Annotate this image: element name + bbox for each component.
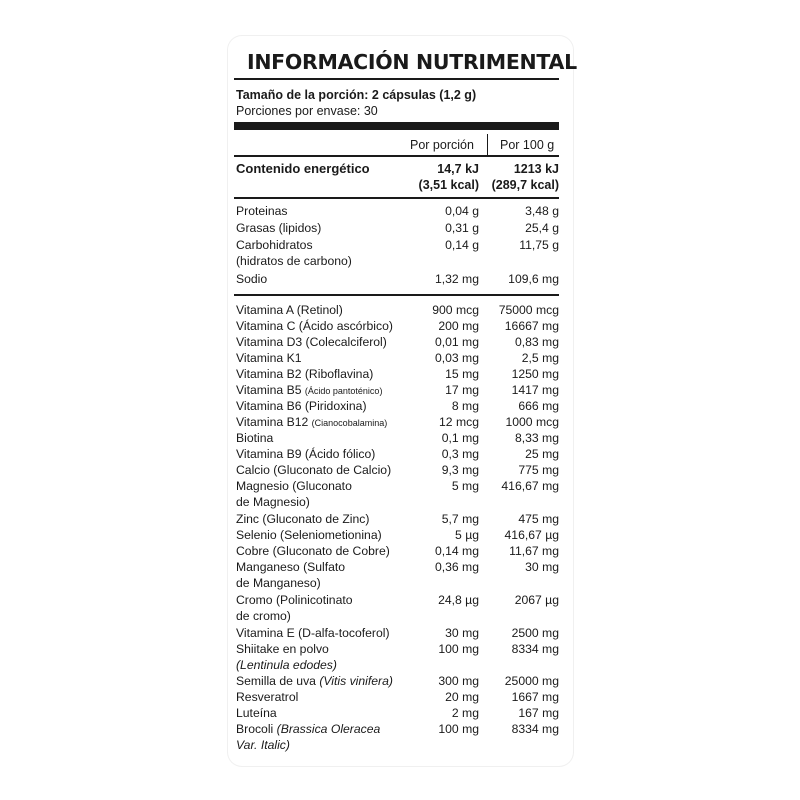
col-per-100g: Por 100 g xyxy=(500,138,555,152)
value-per-serving: 30 mg xyxy=(445,626,479,640)
value-per-serving: 0,03 mg xyxy=(434,351,479,365)
title-rule xyxy=(234,78,559,80)
nutrient-name: Vitamina B9 (Ácido fólico) xyxy=(236,447,376,461)
nutrient-row xyxy=(236,689,559,705)
servings-per-container: Porciones por envase: 30 xyxy=(236,104,378,118)
nutrient-row xyxy=(236,271,559,287)
nutrient-row xyxy=(236,559,559,590)
value-per-100g: 167 mg xyxy=(518,706,559,720)
nutrient-row xyxy=(236,705,559,721)
value-per-serving: 100 mg xyxy=(438,722,479,736)
value-per-100g: 775 mg xyxy=(518,463,559,477)
nutrient-name: Semilla de uva (Vitis vinifera) xyxy=(236,674,393,688)
nutrient-name: Manganeso (Sulfato xyxy=(236,560,346,574)
nutrient-name: Calcio (Gluconato de Calcio) xyxy=(236,463,392,477)
nutrient-row xyxy=(236,318,559,334)
serving-size: Tamaño de la porción: 2 cápsulas (1,2 g) xyxy=(236,88,477,102)
value-per-serving: 0,01 mg xyxy=(434,335,479,349)
value-per-serving: 2 mg xyxy=(451,706,479,720)
nutrient-name-continued: de cromo) xyxy=(236,609,291,623)
nutrient-row xyxy=(236,302,559,318)
value-per-100g: 475 mg xyxy=(518,512,559,526)
nutrient-name-continued: (hidratos de carbono) xyxy=(236,254,352,268)
nutrient-source-note: (Ácido pantoténico) xyxy=(304,386,383,396)
nutrient-name: Luteína xyxy=(236,706,277,720)
nutrient-row xyxy=(236,592,559,623)
column-divider xyxy=(487,134,488,156)
nutrient-row xyxy=(236,527,559,543)
nutrient-row xyxy=(236,641,559,672)
nutrient-name: Vitamina B12 (Cianocobalamina) xyxy=(236,415,388,429)
nutrient-row xyxy=(236,203,559,219)
energy-pp-kcal: (3,51 kcal) xyxy=(418,178,479,192)
value-per-100g: 1250 mg xyxy=(511,367,559,381)
value-per-serving: 9,3 mg xyxy=(441,463,479,477)
value-per-100g: 11,75 g xyxy=(519,238,559,252)
value-per-100g: 416,67 mg xyxy=(501,479,559,493)
value-per-serving: 0,14 mg xyxy=(434,544,479,558)
value-per-100g: 2,5 mg xyxy=(521,351,559,365)
macros-rule xyxy=(234,294,559,296)
value-per-serving: 200 mg xyxy=(438,319,479,333)
nutrient-row xyxy=(236,414,559,430)
nutrient-name: Magnesio (Gluconato xyxy=(236,479,352,493)
nutrient-scientific-name: (Vitis vinifera) xyxy=(319,674,393,688)
nutrient-name: Carbohidratos xyxy=(236,238,313,252)
value-per-serving: 15 mg xyxy=(445,367,479,381)
value-per-serving: 0,1 mg xyxy=(441,431,479,445)
value-per-100g: 666 mg xyxy=(518,399,559,413)
energy-pp-kj: 14,7 kJ xyxy=(437,162,479,176)
value-per-serving: 20 mg xyxy=(445,690,479,704)
value-per-100g: 1000 mcg xyxy=(505,415,559,429)
value-per-serving: 0,3 mg xyxy=(441,447,479,461)
value-per-100g: 8334 mg xyxy=(511,722,559,736)
nutrient-name: Cobre (Gluconato de Cobre) xyxy=(236,544,390,558)
nutrient-row xyxy=(236,430,559,446)
nutrient-row xyxy=(236,366,559,382)
nutrient-name: Proteinas xyxy=(236,204,288,218)
value-per-100g: 2067 µg xyxy=(514,593,559,607)
nutrient-name-continued: de Magnesio) xyxy=(236,495,310,509)
value-per-serving: 0,31 g xyxy=(445,221,479,235)
nutrient-row xyxy=(236,382,559,398)
nutrient-row xyxy=(236,543,559,559)
nutrient-name: Vitamina C (Ácido ascórbico) xyxy=(236,319,393,333)
nutrient-row xyxy=(236,237,559,268)
value-per-100g: 416,67 µg xyxy=(504,528,559,542)
nutrient-row xyxy=(236,511,559,527)
energy-rule xyxy=(234,197,559,199)
value-per-100g: 1667 mg xyxy=(511,690,559,704)
value-per-serving: 0,04 g xyxy=(445,204,479,218)
value-per-100g: 109,6 mg xyxy=(508,272,559,286)
value-per-100g: 75000 mcg xyxy=(498,303,559,317)
value-per-serving: 24,8 µg xyxy=(438,593,479,607)
nutrient-row xyxy=(236,625,559,641)
value-per-100g: 16667 mg xyxy=(504,319,559,333)
energy-100-kcal: (289,7 kcal) xyxy=(491,178,559,192)
nutrient-name: Shiitake en polvo xyxy=(236,642,329,656)
value-per-100g: 1417 mg xyxy=(511,383,559,397)
value-per-100g: 25,4 g xyxy=(525,221,559,235)
nutrient-name: Grasas (lipidos) xyxy=(236,221,322,235)
value-per-serving: 5 µg xyxy=(455,528,479,542)
header-rule xyxy=(234,155,559,157)
nutrient-name: Vitamina E (D-alfa-tocoferol) xyxy=(236,626,390,640)
nutrient-name: Sodio xyxy=(236,272,268,286)
thick-divider xyxy=(234,122,559,130)
value-per-100g: 11,67 mg xyxy=(509,544,559,558)
value-per-serving: 17 mg xyxy=(445,383,479,397)
nutrient-row xyxy=(236,350,559,366)
energy-per-serving xyxy=(419,161,479,193)
energy-label: Contenido energético xyxy=(236,161,370,176)
energy-100-kj: 1213 kJ xyxy=(513,162,559,176)
nutrient-name: Resveratrol xyxy=(236,690,299,704)
value-per-serving: 0,14 g xyxy=(445,238,479,252)
nutrient-row xyxy=(236,334,559,350)
nutrient-row xyxy=(236,673,559,689)
value-per-serving: 5 mg xyxy=(451,479,479,493)
value-per-100g: 8334 mg xyxy=(511,642,559,656)
nutrient-row xyxy=(236,446,559,462)
value-per-serving: 12 mcg xyxy=(439,415,479,429)
nutrient-name: Vitamina A (Retinol) xyxy=(236,303,343,317)
nutrient-name-continued: de Manganeso) xyxy=(236,576,321,590)
value-per-serving: 0,36 mg xyxy=(434,560,479,574)
nutrient-name: Vitamina B5 (Ácido pantoténico) xyxy=(236,383,383,397)
energy-per-100g xyxy=(492,161,559,193)
nutrient-scientific-name: (Brassica Oleracea xyxy=(276,722,381,736)
value-per-serving: 8 mg xyxy=(451,399,479,413)
nutrient-name: Vitamina B2 (Riboflavina) xyxy=(236,367,374,381)
nutrient-name: Vitamina D3 (Colecalciferol) xyxy=(236,335,387,349)
nutrient-name: Cromo (Polinicotinato xyxy=(236,593,353,607)
nutrient-row xyxy=(236,220,559,236)
nutrient-row xyxy=(236,462,559,478)
value-per-100g: 0,83 mg xyxy=(514,335,559,349)
value-per-serving: 1,32 mg xyxy=(434,272,479,286)
nutrient-name: Biotina xyxy=(236,431,274,445)
value-per-100g: 30 mg xyxy=(525,560,559,574)
nutrient-name: Brocoli (Brassica Oleracea xyxy=(236,722,381,736)
nutrient-row xyxy=(236,478,559,509)
nutrient-name-continued: Var. Italic) xyxy=(236,738,290,752)
nutrient-name: Selenio (Seleniometionina) xyxy=(236,528,382,542)
nutrient-name-continued: (Lentinula edodes) xyxy=(236,658,337,672)
value-per-serving: 900 mcg xyxy=(432,303,479,317)
nutrient-name: Vitamina B6 (Piridoxina) xyxy=(236,399,367,413)
nutrient-name: Zinc (Gluconato de Zinc) xyxy=(236,512,370,526)
nutrient-name: Vitamina K1 xyxy=(236,351,302,365)
value-per-100g: 2500 mg xyxy=(511,626,559,640)
value-per-100g: 8,33 mg xyxy=(514,431,559,445)
nutrient-row xyxy=(236,398,559,414)
nutrient-source-note: (Cianocobalamina) xyxy=(311,418,388,428)
value-per-serving: 300 mg xyxy=(438,674,479,688)
value-per-100g: 3,48 g xyxy=(525,204,559,218)
col-per-serving: Por porción xyxy=(410,138,474,152)
value-per-serving: 5,7 mg xyxy=(441,512,479,526)
value-per-serving: 100 mg xyxy=(438,642,479,656)
value-per-100g: 25000 mg xyxy=(504,674,559,688)
label-title: INFORMACIÓN NUTRIMENTAL xyxy=(247,50,577,74)
value-per-100g: 25 mg xyxy=(525,447,559,461)
nutrient-row xyxy=(236,721,559,752)
